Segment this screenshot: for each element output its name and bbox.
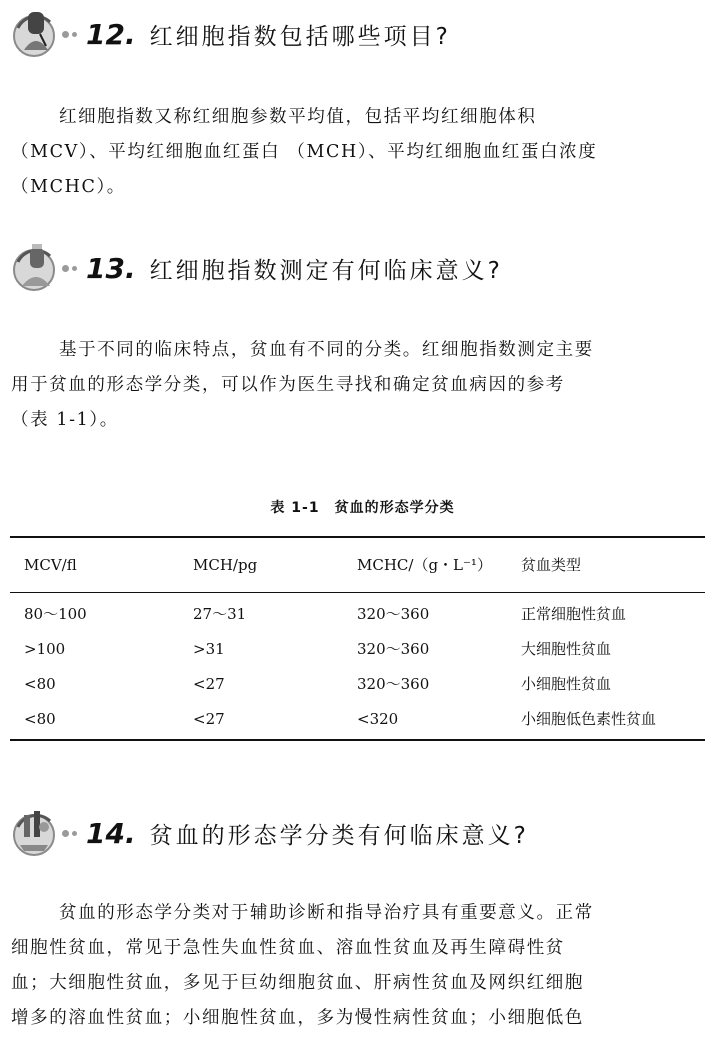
table-cell: 320～360 [357,605,430,623]
question-title: 贫血的形态学分类有何临床意义? [149,822,529,849]
table-caption: 表 1-1 贫血的形态学分类 [270,500,455,516]
table-row [10,597,705,632]
answer-paragraph-14 [11,896,705,1036]
table-cell: <80 [24,675,56,693]
question-title: 红细胞指数测定有何临床意义? [149,257,503,284]
paragraph-line: 红细胞指数又称红细胞参数平均值，包括平均红细胞体积 [59,107,537,127]
paragraph-line: 血；大细胞性贫血，多见于巨幼细胞贫血、肝病性贫血及网织红细胞 [11,973,584,993]
table-cell: <27 [193,710,225,728]
table-cell: <80 [24,710,56,728]
question-number: 12. [86,17,136,51]
paragraph-line: （MCV）、平均红细胞血红蛋白 （MCH）、平均红细胞血红蛋白浓度 [11,142,598,162]
paragraph-line: 增多的溶血性贫血；小细胞性贫血，多为慢性病性贫血；小细胞低色 [11,1008,584,1028]
table-cell: <27 [193,675,225,693]
paragraph-line: （表 1-1）。 [11,410,119,430]
paragraph-line: 用于贫血的形态学分类，可以作为医生寻找和确定贫血病因的参考 [11,375,565,395]
paragraph-line: 细胞性贫血，常见于急性失血性贫血、溶血性贫血及再生障碍性贫 [11,938,565,958]
heading-dots [62,265,80,272]
question-heading-14 [10,805,529,861]
question-heading-13 [10,240,503,296]
table-row [10,632,705,667]
question-number: 14. [86,816,136,850]
lab-equipment-icon [10,805,60,861]
table-cell: >31 [193,640,225,658]
paragraph-line: （MCHC）。 [11,177,126,197]
anemia-classification-table [10,536,705,741]
table-cell: <320 [357,710,399,728]
table-cell: 80～100 [24,605,87,623]
table-header-row [10,538,705,593]
nurse-portrait-icon [10,240,60,296]
table-cell: 正常细胞性贫血 [521,605,627,623]
column-header-mch: MCH/pg [193,556,258,574]
paragraph-line: 贫血的形态学分类对于辅助诊断和指导治疗具有重要意义。正常 [59,903,594,923]
column-header-anemia-type: 贫血类型 [521,556,582,574]
table-cell: 27～31 [193,605,247,623]
heading-dots [62,830,80,837]
table-row [10,702,705,737]
paragraph-line: 基于不同的临床特点，贫血有不同的分类。红细胞指数测定主要 [59,340,594,360]
doctor-portrait-icon [10,6,60,62]
column-header-mcv: MCV/fl [24,556,77,574]
column-header-mchc: MCHC/（g・L⁻¹） [357,556,492,574]
table-cell: 大细胞性贫血 [521,640,612,658]
table-cell: 320～360 [357,675,430,693]
table-cell: 小细胞性贫血 [521,675,612,693]
question-title: 红细胞指数包括哪些项目? [149,23,451,50]
table-row [10,667,705,702]
table-cell: 320～360 [357,640,430,658]
table-cell: >100 [24,640,66,658]
answer-paragraph-12 [11,100,705,205]
question-number: 13. [86,251,136,285]
table-cell: 小细胞低色素性贫血 [521,710,657,728]
heading-dots [62,31,80,38]
question-heading-12 [10,6,451,62]
answer-paragraph-13 [11,333,705,438]
